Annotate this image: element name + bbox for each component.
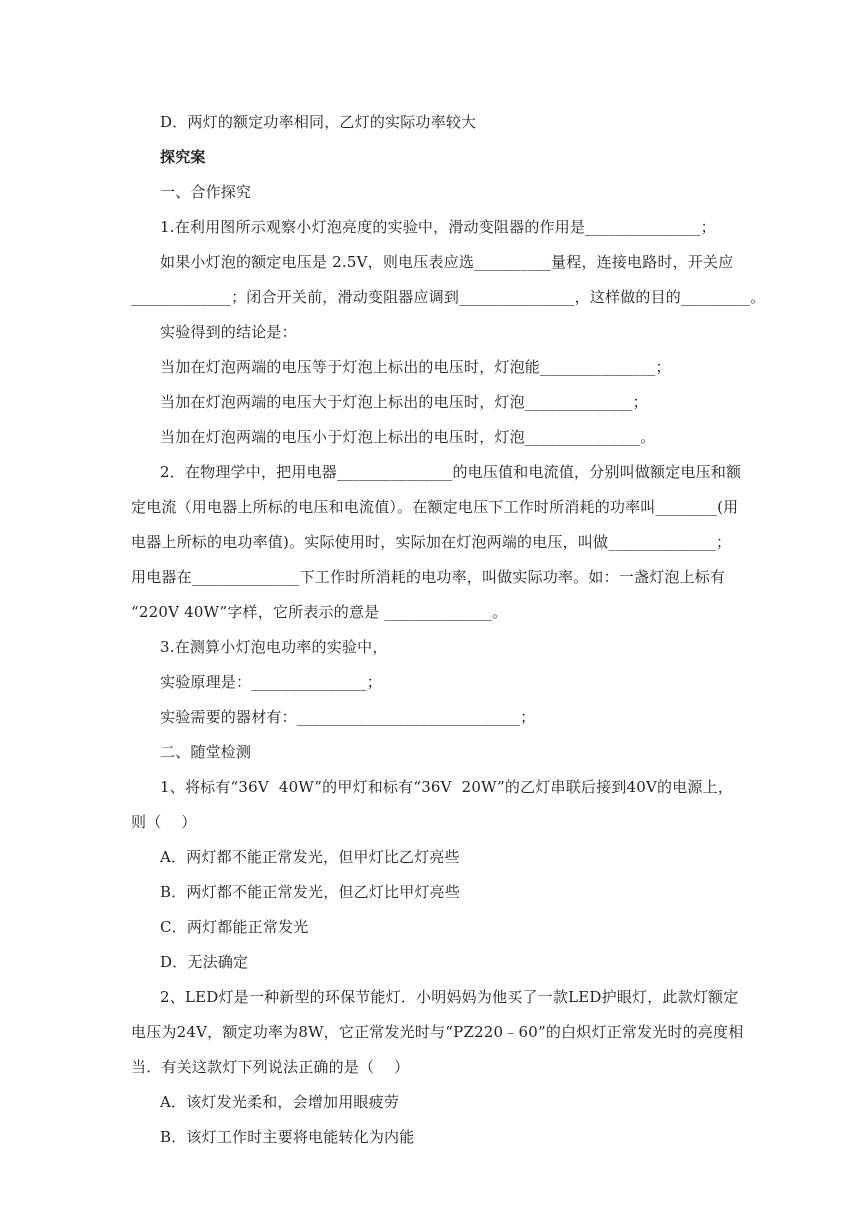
- question-2-line-1: 2．在物理学中，把用电器_______________的电压值和电流值，分别叫做额定电压和额: [160, 463, 742, 481]
- question-3-principle: 实验原理是：_______________；: [160, 673, 382, 691]
- test-1-option-b: B．两灯都不能正常发光，但乙灯比甲灯亮些: [160, 883, 461, 901]
- question-1-line-2: 如果小灯泡的额定电压是 2.5V，则电压表应选__________量程，连接电路时，开关应: [160, 253, 734, 271]
- test-2-option-a: A．该灯发光柔和，会增加用眼疲劳: [160, 1093, 400, 1111]
- question-3-line-1: 3.在测算小灯泡电功率的实验中，: [160, 638, 388, 656]
- test-1-line-1: 1、将标有“36V 40W”的甲灯和标有“36V 20W”的乙灯串联后接到40V的电源上，: [160, 778, 734, 796]
- conclusion-less: 当加在灯泡两端的电压小于灯泡上标出的电压时，灯泡_______________。: [160, 428, 656, 446]
- question-1-line-3: _____________；闭合开关前，滑动变阻器应调到_______________，这样做的目的_________。: [131, 288, 766, 306]
- test-2-line-2: 电压为24V，额定功率为8W，它正常发光时与“PZ220﹣60”的白炽灯正常发光时的亮度相: [131, 1023, 744, 1041]
- question-2-line-5: “220V 40W”字样，它所表示的意是 ______________。: [131, 603, 508, 621]
- option-d-previous: D．两灯的额定功率相同，乙灯的实际功率较大: [160, 113, 477, 131]
- conclusion-greater: 当加在灯泡两端的电压大于灯泡上标出的电压时，灯泡______________；: [160, 393, 648, 411]
- test-1-line-2: 则（ ）: [131, 813, 197, 831]
- question-2-line-3: 电器上所标的电功率值)。实际使用时，实际加在灯泡两端的电压，叫做______________；: [131, 533, 732, 551]
- heading-cooperative-inquiry: 一、合作探究: [160, 183, 252, 201]
- test-2-line-3: 当．有关这款灯下列说法正确的是（ ）: [131, 1058, 410, 1076]
- question-2-line-2: 定电流（用电器上所标的电压和电流值）。在额定电压下工作时所消耗的功率叫________(用: [131, 498, 739, 516]
- test-1-option-d: D．无法确定: [160, 953, 249, 971]
- conclusion-equal: 当加在灯泡两端的电压等于灯泡上标出的电压时，灯泡能_______________；: [160, 358, 671, 376]
- test-2-line-1: 2、LED灯是一种新型的环保节能灯．小明妈妈为他买了一款LED护眼灯，此款灯额定: [160, 988, 739, 1006]
- test-1-option-c: C．两灯都能正常发光: [160, 918, 309, 936]
- conclusion-label: 实验得到的结论是：: [160, 323, 297, 341]
- heading-classroom-test: 二、随堂检测: [160, 743, 252, 761]
- question-1-line-1: 1.在利用图所示观察小灯泡亮度的实验中，滑动变阻器的作用是_______________；: [160, 218, 716, 236]
- question-2-line-4: 用电器在______________下工作时所消耗的电功率，叫做实际功率。如：一盏灯泡上标有: [131, 568, 726, 586]
- test-2-option-b: B．该灯工作时主要将电能转化为内能: [160, 1128, 415, 1146]
- section-title-inquiry: 探究案: [160, 148, 206, 166]
- question-3-equipment: 实验需要的器材有：_____________________________；: [160, 708, 536, 726]
- test-1-option-a: A．两灯都不能正常发光，但甲灯比乙灯亮些: [160, 848, 460, 866]
